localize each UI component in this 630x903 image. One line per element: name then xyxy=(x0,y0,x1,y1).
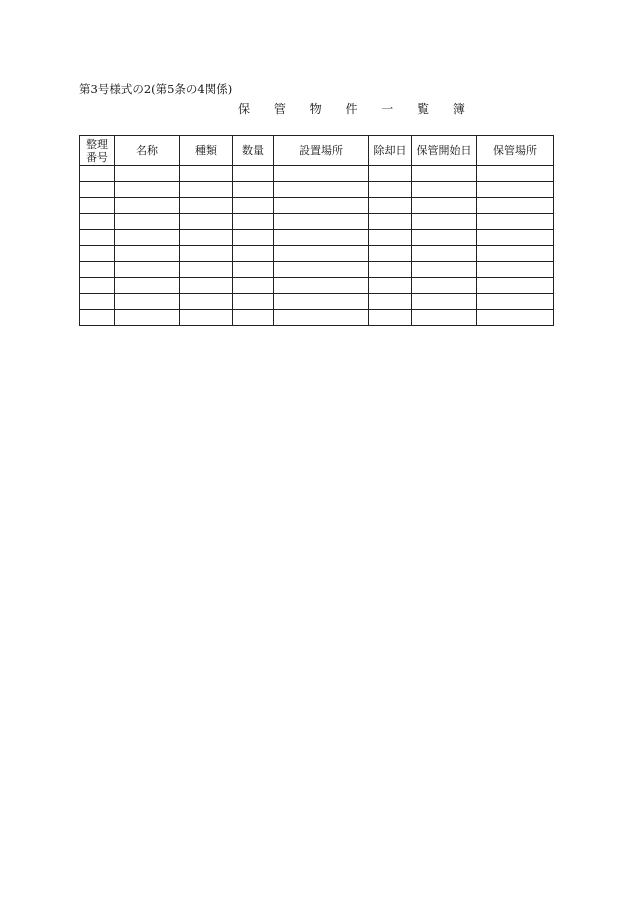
table-cell xyxy=(233,198,274,214)
table-cell xyxy=(233,182,274,198)
table-cell xyxy=(412,246,477,262)
table-cell xyxy=(369,278,412,294)
table-cell xyxy=(369,214,412,230)
table-body xyxy=(80,166,554,326)
table-cell xyxy=(80,310,115,326)
column-header-installation-location xyxy=(274,136,369,166)
table-cell xyxy=(180,278,233,294)
table-cell xyxy=(80,230,115,246)
table-cell xyxy=(80,246,115,262)
table-cell xyxy=(115,166,180,182)
table-cell xyxy=(80,214,115,230)
table-cell xyxy=(233,246,274,262)
table-cell xyxy=(180,182,233,198)
column-header-storage-start-date xyxy=(412,136,477,166)
table-cell xyxy=(274,278,369,294)
table-cell xyxy=(233,262,274,278)
table-cell xyxy=(274,294,369,310)
table-cell xyxy=(80,262,115,278)
table-cell xyxy=(274,214,369,230)
table-cell xyxy=(80,278,115,294)
table-cell xyxy=(274,262,369,278)
column-header-label: 番号 xyxy=(86,150,108,164)
table-cell xyxy=(274,246,369,262)
table-row xyxy=(80,294,554,310)
table-row xyxy=(80,230,554,246)
column-header-type xyxy=(180,136,233,166)
table-cell xyxy=(180,166,233,182)
table-cell xyxy=(477,214,554,230)
table-row xyxy=(80,278,554,294)
form-number: 第3号様式の2(第5条の4関係) xyxy=(79,82,233,96)
table-row xyxy=(80,166,554,182)
table-cell xyxy=(369,230,412,246)
table-cell xyxy=(412,198,477,214)
table-row xyxy=(80,246,554,262)
table-row xyxy=(80,214,554,230)
table-cell xyxy=(80,294,115,310)
table-cell xyxy=(180,246,233,262)
column-header-label: 整理 xyxy=(86,137,108,151)
column-header-label: 保管開始日 xyxy=(416,144,472,157)
table-row xyxy=(80,262,554,278)
column-header-quantity xyxy=(233,136,274,166)
column-header-label: 種類 xyxy=(195,144,217,157)
table-cell xyxy=(274,310,369,326)
table-cell xyxy=(369,182,412,198)
column-header-label: 除却日 xyxy=(373,144,407,157)
table-cell xyxy=(477,166,554,182)
table-cell xyxy=(180,198,233,214)
table-cell xyxy=(412,230,477,246)
table-cell xyxy=(115,198,180,214)
table-cell xyxy=(477,294,554,310)
table-cell xyxy=(412,278,477,294)
table-cell xyxy=(80,198,115,214)
table-cell xyxy=(477,278,554,294)
table-cell xyxy=(180,310,233,326)
table-cell xyxy=(477,182,554,198)
table-cell xyxy=(115,278,180,294)
table-cell xyxy=(477,198,554,214)
table-header-row xyxy=(80,136,554,166)
column-header-label: 数量 xyxy=(242,144,264,157)
table-cell xyxy=(80,182,115,198)
table-cell xyxy=(369,246,412,262)
table-cell xyxy=(477,262,554,278)
table-cell xyxy=(233,294,274,310)
table-cell xyxy=(180,294,233,310)
table-cell xyxy=(369,310,412,326)
table-cell xyxy=(274,198,369,214)
table-row xyxy=(80,182,554,198)
table-cell xyxy=(477,230,554,246)
table-cell xyxy=(477,246,554,262)
table-cell xyxy=(369,198,412,214)
table-cell xyxy=(115,262,180,278)
table-cell xyxy=(180,230,233,246)
table-cell xyxy=(80,166,115,182)
table-cell xyxy=(233,278,274,294)
table-cell xyxy=(412,262,477,278)
column-header-label: 保管場所 xyxy=(493,144,537,157)
table-cell xyxy=(412,166,477,182)
table-cell xyxy=(412,310,477,326)
table-cell xyxy=(115,214,180,230)
table-cell xyxy=(233,166,274,182)
storage-ledger-table xyxy=(79,135,554,326)
column-header-removal-date xyxy=(369,136,412,166)
column-header-label: 名称 xyxy=(136,144,158,157)
column-header-storage-location xyxy=(477,136,554,166)
column-header-name xyxy=(115,136,180,166)
table-cell xyxy=(477,310,554,326)
table-cell xyxy=(115,310,180,326)
table-cell xyxy=(369,294,412,310)
table-cell xyxy=(274,230,369,246)
table-cell xyxy=(233,230,274,246)
table-cell xyxy=(369,166,412,182)
table-cell xyxy=(412,182,477,198)
table-cell xyxy=(115,182,180,198)
table-cell xyxy=(274,166,369,182)
table-cell xyxy=(274,182,369,198)
table-row xyxy=(80,310,554,326)
table-cell xyxy=(180,214,233,230)
document-title: 保 管 物 件 一 覧 簿 xyxy=(238,102,475,116)
column-header-label: 設置場所 xyxy=(299,144,343,157)
table-cell xyxy=(180,262,233,278)
table-cell xyxy=(233,214,274,230)
table-cell xyxy=(115,230,180,246)
table-row xyxy=(80,198,554,214)
table-cell xyxy=(115,246,180,262)
column-header-serial-number xyxy=(80,136,115,166)
table-cell xyxy=(412,214,477,230)
table-cell xyxy=(115,294,180,310)
table-cell xyxy=(412,294,477,310)
table-cell xyxy=(233,310,274,326)
table-cell xyxy=(369,262,412,278)
